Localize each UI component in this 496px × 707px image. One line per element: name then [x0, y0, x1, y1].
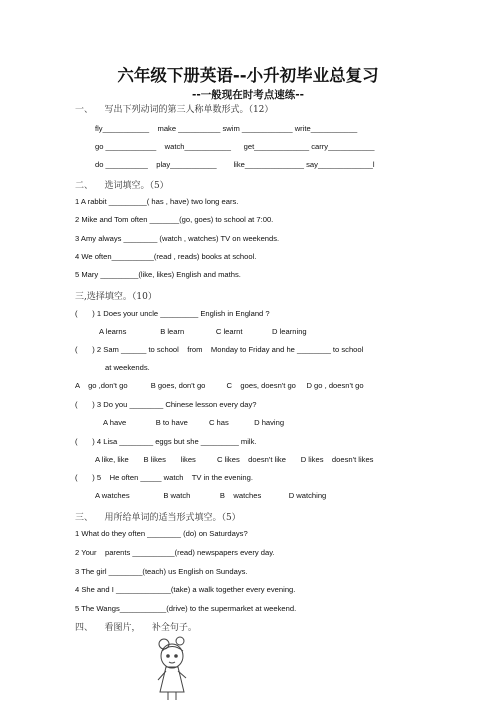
question-5-options: A watches B watch B watches D watching	[95, 491, 327, 500]
question-3: ( ) 3 Do you ________ Chinese lesson every day?	[75, 400, 257, 409]
question-1: ( ) 1 Does your uncle _________ English in England ?	[75, 309, 270, 318]
section-2-row: 1 A rabbit _________( has , have) two long ears.	[75, 197, 239, 206]
section-5-heading: 四、 看图片， 补全句子。	[75, 623, 197, 633]
section-2-row: 2 Mike and Tom often _______(go, goes) to school at 7:00.	[75, 215, 274, 224]
question-2-options: A go ,don't go B goes, don't go C goes, doesn't go D go , doesn't go	[75, 381, 364, 390]
section-4-row: 2 Your parents __________(read) newspapers every day.	[75, 548, 275, 557]
question-4: ( ) 4 Lisa ________ eggs but she _________ milk.	[75, 437, 257, 446]
section-4-heading: 三、 用所给单词的适当形式填空。（5）	[75, 513, 241, 523]
question-4-options: A like, like B likes likes C likes doesn't like D likes doesn't likes	[95, 455, 374, 464]
section-4-row: 5 The Wangs___________(drive) to the supermarket at weekend.	[75, 604, 297, 613]
section-1-row: do __________ play___________ like______________ say_____________l	[95, 160, 375, 169]
question-3-options: A have B to have C has D having	[103, 418, 285, 427]
section-4-row: 1 What do they often ________ (do) on Saturdays?	[75, 529, 248, 538]
question-2: ( ) 2 Sam ______ to school from Monday to Friday and he ________ to school	[75, 345, 364, 354]
page-subtitle: --一般现在时考点速练--	[192, 89, 304, 101]
section-2-row: 3 Amy always ________ (watch , watches) TV on weekends.	[75, 234, 280, 243]
section-2-row: 4 We often__________(read , reads) books at school.	[75, 252, 257, 261]
girl-cartoon-icon	[150, 634, 202, 707]
section-1-row: go ____________ watch___________ get_____________ carry___________	[95, 142, 375, 151]
section-4-row: 4 She and I _____________(take) a walk together every evening.	[75, 585, 296, 594]
question-1-options: A learns B learn C learnt D learning	[99, 327, 307, 336]
section-1-heading: 一、 写出下列动词的第三人称单数形式。（12）	[75, 105, 274, 115]
section-2-heading: 二、 选词填空。（5）	[75, 181, 169, 191]
question-2-continuation: at weekends.	[105, 363, 150, 372]
section-1-row: fly___________ make __________ swim ____________ write___________	[95, 124, 358, 133]
section-2-row: 5 Mary _________(like, likes) English and maths.	[75, 270, 241, 279]
question-5: ( ) 5 He often _____ watch TV in the evening.	[75, 473, 253, 482]
section-3-heading: 三,选择填空。（10）	[75, 292, 157, 302]
page-title: 六年级下册英语--小升初毕业总复习	[117, 66, 379, 85]
section-4-row: 3 The girl ________(teach) us English on Sundays.	[75, 567, 248, 576]
